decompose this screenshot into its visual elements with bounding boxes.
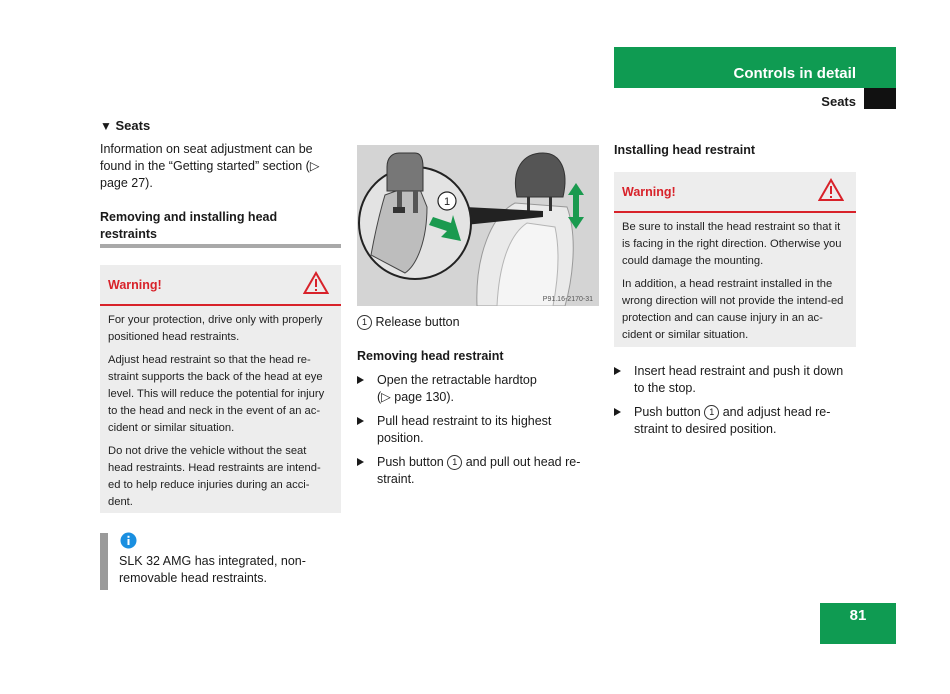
warning-paragraph: Adjust head restraint so that the head re-straint supports the back of the head at eye level. This will reduce the potential for injury to the head and neck in the event of an ac-cident or similar situation. xyxy=(108,354,325,434)
subheading: Removing and installing head restraints xyxy=(100,210,278,241)
figure-callout-1: 1 xyxy=(443,196,451,208)
bullet-arrow-icon xyxy=(614,408,621,416)
step-number: 1 xyxy=(447,455,462,470)
removing-heading: Removing head restraint xyxy=(357,349,504,363)
step-number: 1 xyxy=(704,405,719,420)
info-text: SLK 32 AMG has integrated, non-removable head restraints. xyxy=(119,554,306,585)
warning-title: Warning! xyxy=(622,185,676,199)
head-restraint-figure xyxy=(357,145,599,306)
section-marker xyxy=(864,88,896,109)
list-item: Open the retractable hardtop (▷ page 130). xyxy=(357,372,593,406)
list-item: Insert head restraint and push it down to the stop. xyxy=(614,363,856,397)
legend-label: Release button xyxy=(375,315,460,329)
warning-triangle-icon xyxy=(818,178,844,202)
warning-paragraph: Do not drive the vehicle without the seat head restraints. Head restraints are intend-ed to help reduce injuries during an acci-dent. xyxy=(108,445,321,508)
bullet-arrow-icon xyxy=(357,458,364,466)
installing-steps xyxy=(614,363,856,438)
bullet-arrow-icon xyxy=(357,417,364,425)
list-item: Pull head restraint to its highest position. xyxy=(357,413,593,447)
chapter-title: Controls in detail xyxy=(733,65,856,82)
warning-body xyxy=(100,306,341,523)
list-item: Push button 1 and adjust head re-straint to desired position. xyxy=(614,404,856,438)
removing-steps xyxy=(357,372,593,488)
list-item: Push button 1 and pull out head re-straint. xyxy=(357,454,593,488)
figure-legend xyxy=(357,314,597,331)
bullet-arrow-icon xyxy=(357,376,364,384)
warning-paragraph: In addition, a head restraint installed in the wrong direction will not provide the intend-ed protection and can cause injury in an ac-cident or similar situation. xyxy=(622,278,844,341)
bullet-arrow-icon xyxy=(614,367,621,375)
section-title: ▼ Seats xyxy=(100,118,151,133)
page-number: 81 xyxy=(820,603,896,644)
warning-box xyxy=(614,172,856,347)
warning-header xyxy=(614,172,856,213)
intro-text: Information on seat adjustment can be found in the “Getting started” section (▷ page 27). xyxy=(100,142,320,190)
warning-box xyxy=(100,265,341,513)
divider xyxy=(100,244,341,248)
section-label: Seats xyxy=(821,94,856,109)
warning-paragraph: For your protection, drive only with properly positioned head restraints. xyxy=(108,314,323,343)
warning-body xyxy=(614,213,856,356)
triangle-down-icon: ▼ xyxy=(100,119,112,133)
info-icon xyxy=(120,532,137,549)
installing-heading: Installing head restraint xyxy=(614,143,756,157)
info-bar xyxy=(100,533,108,590)
warning-title: Warning! xyxy=(108,278,162,292)
warning-header xyxy=(100,265,341,306)
legend-number: 1 xyxy=(357,315,372,330)
warning-triangle-icon xyxy=(303,271,329,295)
chapter-header-bar xyxy=(614,47,896,88)
warning-paragraph: Be sure to install the head restraint so that it is facing in the right direction. Otherwise you could damage the mounting. xyxy=(622,221,842,267)
figure-code: P91.16-2170-31 xyxy=(542,296,593,303)
